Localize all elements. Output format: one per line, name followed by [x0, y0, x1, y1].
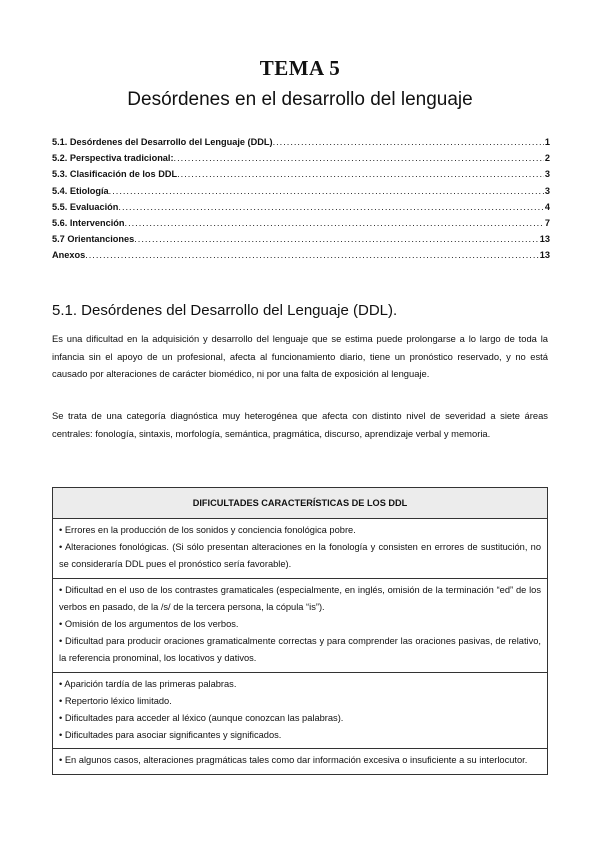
toc-leader — [177, 169, 544, 179]
toc-leader — [273, 137, 544, 147]
section-heading: 5.1. Desórdenes del Desarrollo del Lenguaje (DDL). — [52, 302, 398, 319]
bullet-item: • Alteraciones fonológicas. (Si sólo presentan alteraciones en la fonología y consisten en errores de sustitución, no se consideraría DDL pues el pronóstico sería favorable). — [59, 542, 541, 570]
toc-label: Anexos — [52, 250, 86, 261]
toc-entry[interactable] — [52, 202, 550, 218]
toc-page-number: 4 — [544, 201, 550, 212]
toc-entry[interactable] — [52, 186, 550, 202]
table-header: DIFICULTADES CARACTERÍSTICAS DE LOS DDL — [53, 488, 547, 519]
toc-label: 5.5. Evaluación — [52, 201, 119, 212]
toc-page-number: 3 — [544, 185, 550, 196]
toc-leader — [134, 234, 539, 244]
paragraph: Se trata de una categoría diagnóstica muy heterogénea que afecta con distinto nivel de severidad a siete áreas centrales: fonología, sintaxis, morfología, semántica, pragmática, discurso, aprendizaje verbal y memoria. — [52, 410, 548, 439]
toc-page-number: 7 — [544, 217, 550, 228]
toc-entry[interactable] — [52, 250, 550, 266]
bullet-item: • Dificultad para producir oraciones gramaticalmente correctas y para comprender las oraciones pasivas, de relativo, la referencia pronominal, los locativos y dativos. — [59, 636, 541, 664]
toc-label: 5.4. Etiología — [52, 185, 109, 196]
topic-number: TEMA 5 — [259, 56, 341, 80]
toc-leader — [85, 250, 539, 260]
difficulties-table — [52, 487, 548, 775]
toc-entry[interactable] — [52, 234, 550, 250]
table-block-lexicon — [53, 673, 547, 750]
toc-label: 5.3. Clasificación de los DDL — [52, 169, 178, 180]
toc-leader — [118, 202, 543, 212]
toc-leader — [109, 186, 544, 196]
toc-entry[interactable] — [52, 137, 550, 153]
bullet-item: • Dificultad en el uso de los contrastes gramaticales (especialmente, en inglés, omisión de la terminación “ed” de los verbos en pasado, de la /s/ de la tercera persona, la cópula “is”). — [59, 584, 541, 612]
toc-page-number: 2 — [544, 153, 550, 164]
toc-page-number: 13 — [539, 234, 550, 245]
toc-label: 5.7 Orientanciones — [52, 234, 135, 245]
bullet-item: • Dificultades para asociar significantes y significados. — [59, 730, 282, 741]
toc-leader — [174, 153, 544, 163]
bullet-item: • Omisión de los argumentos de los verbos. — [59, 619, 239, 630]
toc-label: 5.6. Intervención — [52, 217, 125, 228]
toc-entry[interactable] — [52, 153, 550, 169]
bullet-item: • Repertorio léxico limitado. — [59, 695, 172, 706]
toc-leader — [125, 218, 544, 228]
toc-entry[interactable] — [52, 169, 550, 185]
table-block-phonology — [53, 519, 547, 579]
paragraph: Es una dificultad en la adquisición y desarrollo del lenguaje que se estima puede prolongarse a lo largo de toda la infancia sin el apoyo de un profesional, afecta al funcionamiento diario, tiene un pronóstico reservado, y no está causado por alteraciones de carácter biomédico, ni por una falta de exposición al lenguaje. — [52, 333, 548, 380]
bullet-item: • Errores en la producción de los sonidos y conciencia fonológica pobre. — [59, 525, 356, 535]
document-title: Desórdenes en el desarrollo del lenguaje — [127, 89, 473, 110]
bullet-item: • Dificultades para acceder al léxico (aunque conozcan las palabras). — [59, 713, 344, 724]
toc-label: 5.2. Perspectiva tradicional: — [52, 153, 174, 164]
toc-label: 5.1. Desórdenes del Desarrollo del Lenguaje (DDL) — [52, 137, 273, 147]
toc-page-number: 3 — [544, 169, 550, 180]
table-block-pragmatics — [53, 749, 547, 773]
table-of-contents — [52, 137, 550, 267]
bullet-item: • En algunos casos, alteraciones pragmáticas tales como dar información excesiva o insuficiente a su interlocutor. — [59, 755, 528, 766]
bullet-item: • Aparición tardía de las primeras palabras. — [59, 678, 237, 689]
toc-entry[interactable] — [52, 218, 550, 234]
table-block-grammar — [53, 579, 547, 673]
toc-page-number: 1 — [544, 137, 550, 147]
toc-page-number: 13 — [539, 250, 550, 261]
